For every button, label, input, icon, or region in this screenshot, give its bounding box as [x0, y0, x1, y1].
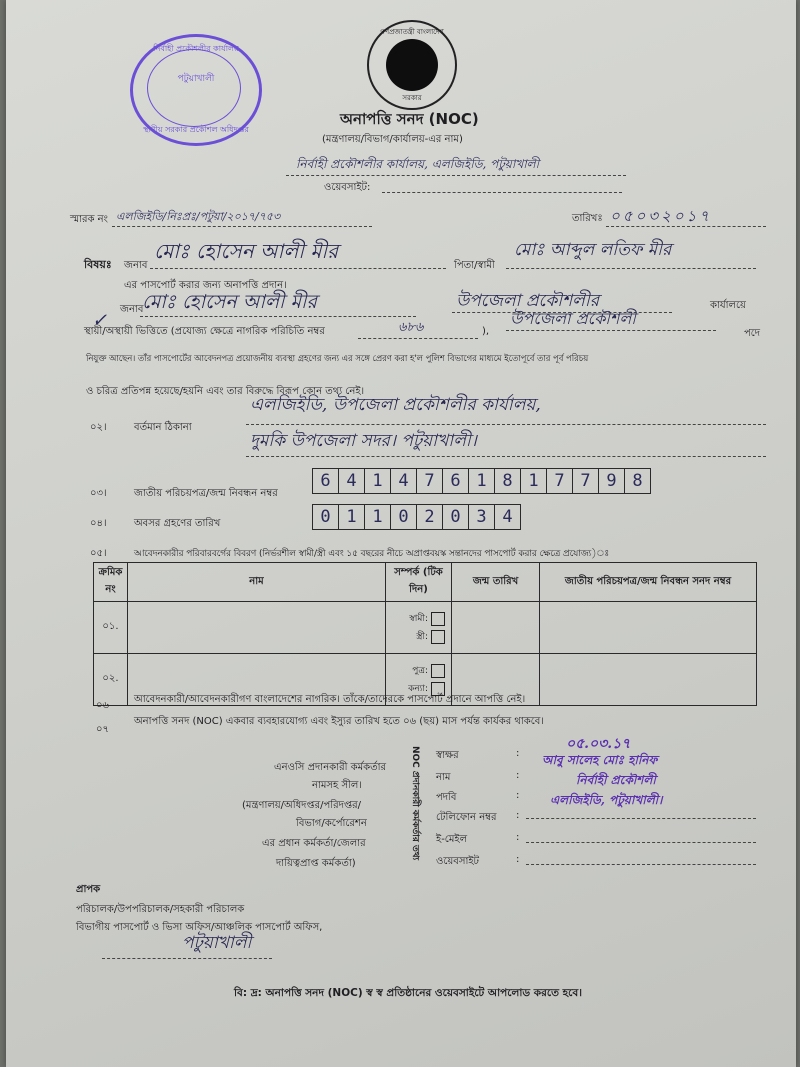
retirement-digit: 2	[417, 505, 443, 529]
nid-digit: 6	[313, 469, 339, 493]
col-birthdate: জন্ম তারিখ	[452, 563, 540, 602]
father-name: মোঃ আব্দুল লতিফ মীর	[514, 240, 672, 260]
issuer-line4: বিভাগ/কর্পোরেশন	[296, 818, 367, 829]
address-label: বর্তমান ঠিকানা	[134, 422, 192, 433]
row-nid-cell	[540, 602, 757, 654]
recipient-city: পটুয়াখালী	[182, 933, 252, 953]
emblem-disc	[386, 39, 438, 91]
table-row	[94, 602, 757, 654]
row-birthdate-cell	[452, 602, 540, 654]
nid-digit-boxes	[312, 468, 651, 494]
recipient-line2: বিভাগীয় পাসপোর্ট ও ভিসা অফিস/আঞ্চলিক পাসপোর্ট অফিস,	[76, 922, 323, 933]
nid-digit: 9	[599, 469, 625, 493]
date-line	[606, 226, 766, 227]
website-field-label: ওয়েবসাইট	[436, 856, 479, 867]
retirement-digit: 1	[339, 505, 365, 529]
nid-digit: 6	[443, 469, 469, 493]
recipient-label: প্রাপক	[76, 884, 101, 895]
post-suffix: পদে	[744, 328, 761, 339]
footnote: বি: দ্র: অনাপত্তি সনদ (NOC) স্ব স্ব প্রতিষ্ঠানের ওয়েবসাইটে আপলোড করতে হবে।	[234, 987, 582, 999]
row-serial: ০১.	[94, 602, 128, 654]
office-name-line	[286, 175, 626, 176]
seal-bottom-text: স্থানীয় সরকার প্রকৌশল অধিদপ্তর	[143, 125, 249, 134]
recipient-line1: পরিচালক/উপপরিচালক/সহকারী পরিচালক	[76, 904, 245, 915]
retirement-digit: 1	[365, 505, 391, 529]
body-jonab: জনাব	[120, 304, 144, 315]
col-relation: সম্পর্ক (টিক দিন)	[386, 563, 452, 602]
nid-number: ০৩।	[90, 488, 107, 499]
issuer-line3: (মন্ত্রণালয়/অধিদপ্তর/পরিদপ্তর/	[242, 800, 362, 811]
office-suffix: কার্যালয়ে	[710, 300, 746, 311]
subject-name: মোঃ হোসেন আলী মীর	[154, 239, 339, 263]
office-seal	[130, 34, 262, 146]
retirement-digit: 0	[443, 505, 469, 529]
issuer-line6: দায়িত্বপ্রাপ্ত কর্মকর্তা)	[276, 858, 356, 869]
nid-digit: 8	[495, 469, 521, 493]
col-serial: ক্রমিক নং	[94, 563, 128, 602]
row-serial: ০২.	[94, 654, 128, 706]
note7-number: ০৭	[96, 724, 110, 735]
document-title: অনাপত্তি সনদ (NOC)	[340, 110, 479, 128]
seal-top-text: নির্বাহী প্রকৌশলীর কার্যালয়	[153, 44, 239, 53]
colon-6: :	[516, 854, 520, 865]
colon-4: :	[516, 810, 520, 821]
retirement-number: ০৪।	[90, 518, 107, 529]
son-checkbox[interactable]	[431, 664, 445, 678]
email-line	[526, 842, 756, 843]
date-value: ০৫০৩২০১৭	[610, 207, 712, 225]
family-number: ০৫।	[90, 548, 107, 559]
recipient-city-line	[102, 958, 272, 959]
colon-3: :	[516, 790, 520, 801]
father-label: পিতা/স্বামী	[454, 260, 495, 271]
subject-label: বিষয়ঃ	[84, 258, 112, 271]
signature-date: ০৫.০৩.১৭	[566, 736, 631, 752]
website-label: ওয়েবসাইট:	[324, 182, 371, 193]
issuer-vertical-label: NOC প্রদানকারী কর্মকর্তার তথ্য	[410, 746, 420, 861]
office-name: নির্বাহী প্রকৌশলীর কার্যালয়, এলজিইডি, পটুয়াখালী	[296, 157, 540, 171]
subject-tail: এর পাসপোর্ট করার জন্য অনাপত্তি প্রদান।	[124, 280, 287, 291]
body-office: উপজেলা প্রকৌশলীর	[456, 291, 600, 311]
note7-text: অনাপত্তি সনদ (NOC) একবার ব্যবহারযোগ্য এবং ইস্যুর তারিখ হতে ০৬ (ছয়) মাস পর্যন্ত কার্যকর থাকবে।	[134, 716, 544, 727]
memo-line	[112, 226, 372, 227]
date-label: তারিখঃ	[572, 213, 603, 224]
designation: উপজেলা প্রকৌশলী	[510, 309, 636, 328]
permanence-text: স্থায়ী/অস্থায়ী ভিত্তিতে (প্রযোজ্য ক্ষেত্রে নাগরিক পরিচিতি নম্বর	[84, 326, 325, 337]
subject-name-line	[150, 268, 446, 269]
nid-digit: 1	[365, 469, 391, 493]
website-field-line	[526, 864, 756, 865]
government-emblem	[367, 20, 457, 110]
note6-number: ০৬	[96, 700, 110, 711]
relation-daughter-label: কন্যা:	[408, 684, 428, 694]
relation-husband-label: স্বামী:	[409, 614, 428, 624]
retirement-digit: 3	[469, 505, 495, 529]
document-subtitle: (মন্ত্রণালয়/বিভাগ/কার্যালয়-এর নাম)	[322, 134, 463, 145]
nid-short: ৬৮৬	[398, 320, 424, 335]
colon-5: :	[516, 832, 520, 843]
husband-checkbox[interactable]	[431, 612, 445, 626]
nid-digit: 4	[391, 469, 417, 493]
emblem-bottom-text: সরকার	[402, 94, 422, 102]
noc-document	[6, 0, 796, 1067]
memo-number: এলজিইডি/নিঃপ্রঃ/পটুয়া/২০১৭/৭৫৩	[116, 210, 281, 223]
relation-son-label: পুত্র:	[412, 666, 428, 676]
telephone-line	[526, 818, 756, 819]
name-label: নাম	[436, 772, 451, 783]
telephone-label: টেলিফোন নম্বর	[436, 812, 497, 823]
stamp-office: এলজিইডি, পটুয়াখালী।	[550, 793, 663, 807]
paren-close: ),	[482, 326, 490, 337]
note6-text: আবেদনকারী/আবেদনকারীগণ বাংলাদেশের নাগরিক। তাঁকে/তাদেরকে পাসপোর্ট প্রদানে আপত্তি নেই।	[134, 694, 526, 705]
signature-label: স্বাক্ষর	[436, 750, 459, 761]
nid-digit: 4	[339, 469, 365, 493]
issuer-line2: নামসহ সীল।	[312, 780, 362, 791]
website-line	[382, 192, 622, 193]
seal-center-text: পটুয়াখালী	[177, 74, 215, 84]
address-line1-rule	[246, 424, 766, 425]
address-line1: এলজিইডি, উপজেলা প্রকৌশলীর কার্যালয়,	[250, 395, 541, 415]
nid-digit: 7	[417, 469, 443, 493]
retirement-label: অবসর গ্রহণের তারিখ	[134, 518, 221, 529]
memo-label: স্মারক নং	[70, 214, 108, 225]
wife-checkbox[interactable]	[431, 630, 445, 644]
body-line4: ও চরিত্র প্রতিপন্ন হয়েছে/হয়নি এবং তার বিরুদ্ধে বিরূপ কোন তথ্য নেই।	[86, 386, 365, 397]
colon-2: :	[516, 770, 520, 781]
address-line2: দুমকি উপজেলা সদর। পটুয়াখালী।	[250, 431, 477, 451]
nid-digit: 7	[547, 469, 573, 493]
body-line3: নিযুক্ত আছেন। তাঁর পাসপোর্টের আবেদনপত্র প্রয়োজনীয় ব্যবস্থা গ্রহণের জন্য এর সঙ্গে প্রেরণ করা হ'ল পুলিশ বিভাগের মাধ্যমে ইতোপূর্বে তার পূর্ব পরিচয়	[86, 353, 589, 363]
retirement-digit: 4	[502, 507, 513, 527]
colon-1: :	[516, 748, 520, 759]
family-table	[93, 562, 757, 706]
stamp-officer-title: নির্বাহী প্রকৌশলী	[576, 773, 656, 787]
email-label: ই-মেইল	[436, 834, 468, 845]
row-relation-cell	[386, 602, 452, 654]
family-label: আবেদনকারীর পরিবারবর্গের বিবরণ (নির্ভরশীল স্বামী/স্ত্রী এবং ১৫ বছরের নীচে অপ্রাপ্তবয়স্ক সন্তানদের পাসপোর্ট করার ক্ষেত্রে প্রযোজ্য)ঃ	[134, 549, 610, 559]
office-seal-ring	[147, 49, 241, 127]
father-name-line	[506, 268, 756, 269]
nid-label: জাতীয় পরিচয়পত্র/জন্ম নিবন্ধন নম্বর	[134, 488, 278, 499]
checkmark-icon: ✓	[92, 310, 108, 331]
row-nid-cell	[540, 654, 757, 706]
address-line2-rule	[246, 456, 766, 457]
nid-short-line	[358, 338, 478, 339]
nid-digit: 1	[521, 469, 547, 493]
body-name: মোঃ হোসেন আলী মীর	[142, 291, 317, 313]
col-name: নাম	[128, 563, 386, 602]
col-nid: জাতীয় পরিচয়পত্র/জন্ম নিবন্ধন সনদ নম্বর	[540, 563, 757, 602]
retirement-digit-boxes	[312, 504, 521, 530]
nid-digit: 7	[573, 469, 599, 493]
issuer-line1: এনওসি প্রদানকারী কর্মকর্তার	[274, 762, 387, 773]
nid-digit: 8	[632, 471, 643, 491]
relation-wife-label: স্ত্রী:	[416, 632, 428, 642]
designation-line	[506, 330, 716, 331]
family-table-header	[94, 563, 757, 602]
subject-mr: জনাব	[124, 260, 148, 271]
emblem-top-text: গণপ্রজাতন্ত্রী বাংলাদেশ	[380, 28, 444, 36]
nid-digit: 1	[469, 469, 495, 493]
designation-label: পদবি	[436, 792, 457, 803]
row-name-cell	[128, 602, 386, 654]
retirement-digit: 0	[391, 505, 417, 529]
stamp-officer-name: আবু সালেহ মোঃ হানিফ	[542, 753, 658, 767]
address-number: ০২।	[90, 422, 107, 433]
body-name-line	[140, 316, 416, 317]
issuer-line5: এর প্রধান কর্মকর্তা/জেলার	[262, 838, 366, 849]
retirement-digit: 0	[313, 505, 339, 529]
